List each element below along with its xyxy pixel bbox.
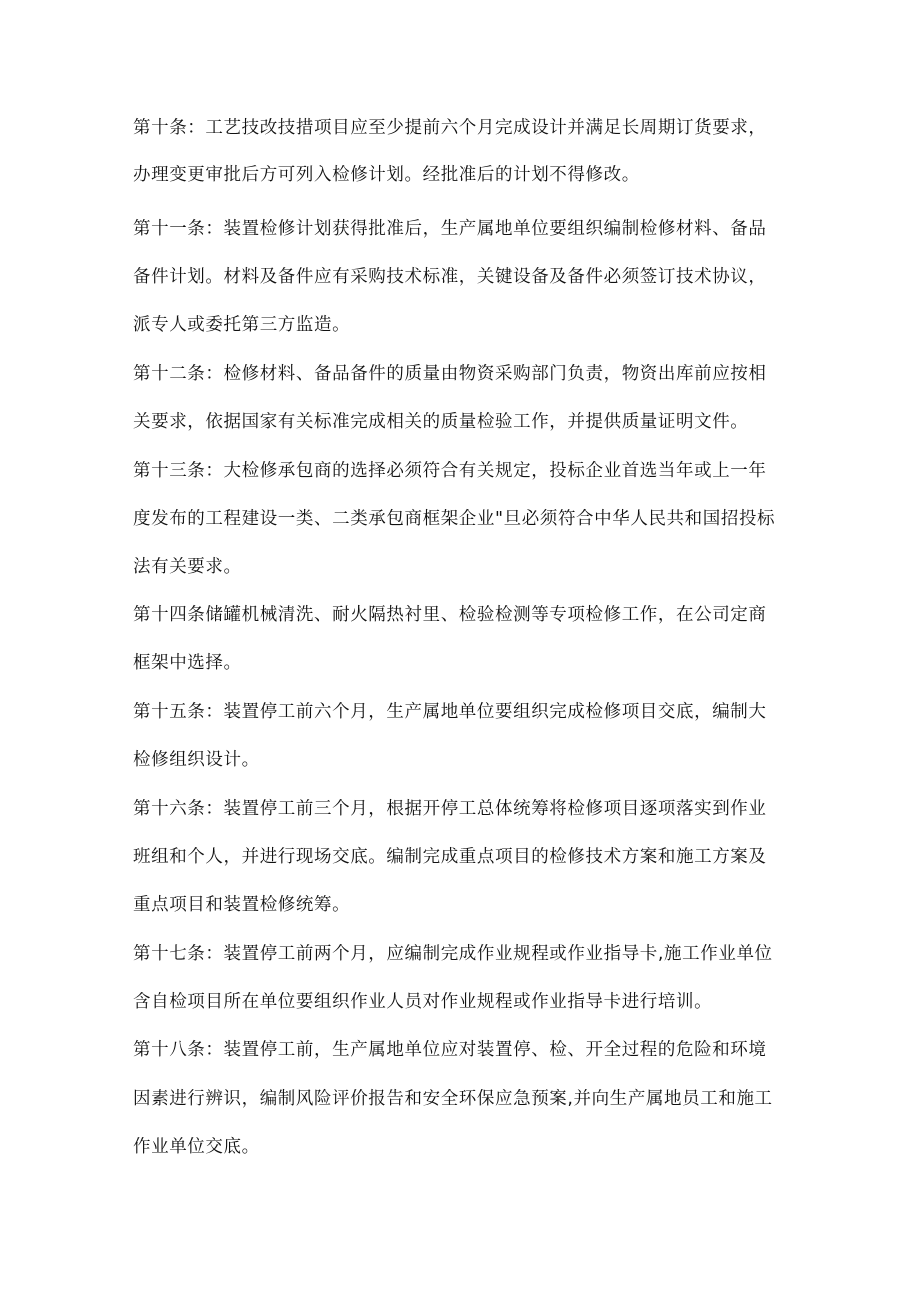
text-line: 第十条：工艺技改技措项目应至少提前六个月完成设计并满足长周期订货要求，: [133, 118, 767, 138]
text-line: 第十五条：装置停工前六个月，生产属地单位要组织完成检修项目交底，编制大: [133, 702, 767, 722]
text-line: 框架中选择。: [133, 653, 242, 673]
text-line: 第十四条储罐机械清洗、耐火隔热衬里、检验检测等专项检修工作，在公司定商: [133, 605, 767, 625]
text-line: 第十六条：装置停工前三个月，根据开停工总体统筹将检修项目逐项落实到作业: [133, 799, 767, 819]
text-line: 班组和个人，并进行现场交底。编制完成重点项目的检修技术方案和施工方案及: [133, 847, 767, 867]
text-line: 第十三条：大检修承包商的选择必须符合有关规定，投标企业首选当年或上一年: [133, 461, 767, 481]
text-line: 第十八条：装置停工前，生产属地单位应对装置停、检、开全过程的危险和环境: [133, 1040, 767, 1060]
text-line: 检修组织设计。: [133, 750, 260, 770]
text-line: 法有关要求。: [133, 557, 242, 577]
text-line: 第十七条：装置停工前两个月，应编制完成作业规程或作业指导卡,施工作业单位: [133, 944, 773, 964]
text-line: 第十二条：检修材料、备品备件的质量由物资采购部门负责，物资出库前应按相: [133, 364, 767, 384]
text-line: 第十一条：装置检修计划获得批准后，生产属地单位要组织编制检修材料、备品: [133, 219, 767, 239]
text-line: 因素进行辨识，编制风险评价报告和安全环保应急预案,并向生产属地员工和施工: [133, 1089, 773, 1109]
text-line: 关要求，依据国家有关标准完成相关的质量检验工作，并提供质量证明文件。: [133, 412, 749, 432]
text-line: 备件计划。材料及备件应有采购技术标准，关键设备及备件必须签订技术协议，: [133, 267, 767, 287]
text-line: 含自检项目所在单位要组织作业人员对作业规程或作业指导卡进行培训。: [133, 992, 713, 1012]
text-line: 重点项目和装置检修统筹。: [133, 895, 351, 915]
text-line: 度发布的工程建设一类、二类承包商框架企业"旦必须符合中华人民共和国招投标: [133, 509, 776, 529]
text-line: 办理变更审批后方可列入检修计划。经批准后的计划不得修改。: [133, 165, 640, 185]
text-line: 派专人或委托第三方监造。: [133, 315, 351, 335]
text-line: 作业单位交底。: [133, 1137, 260, 1157]
